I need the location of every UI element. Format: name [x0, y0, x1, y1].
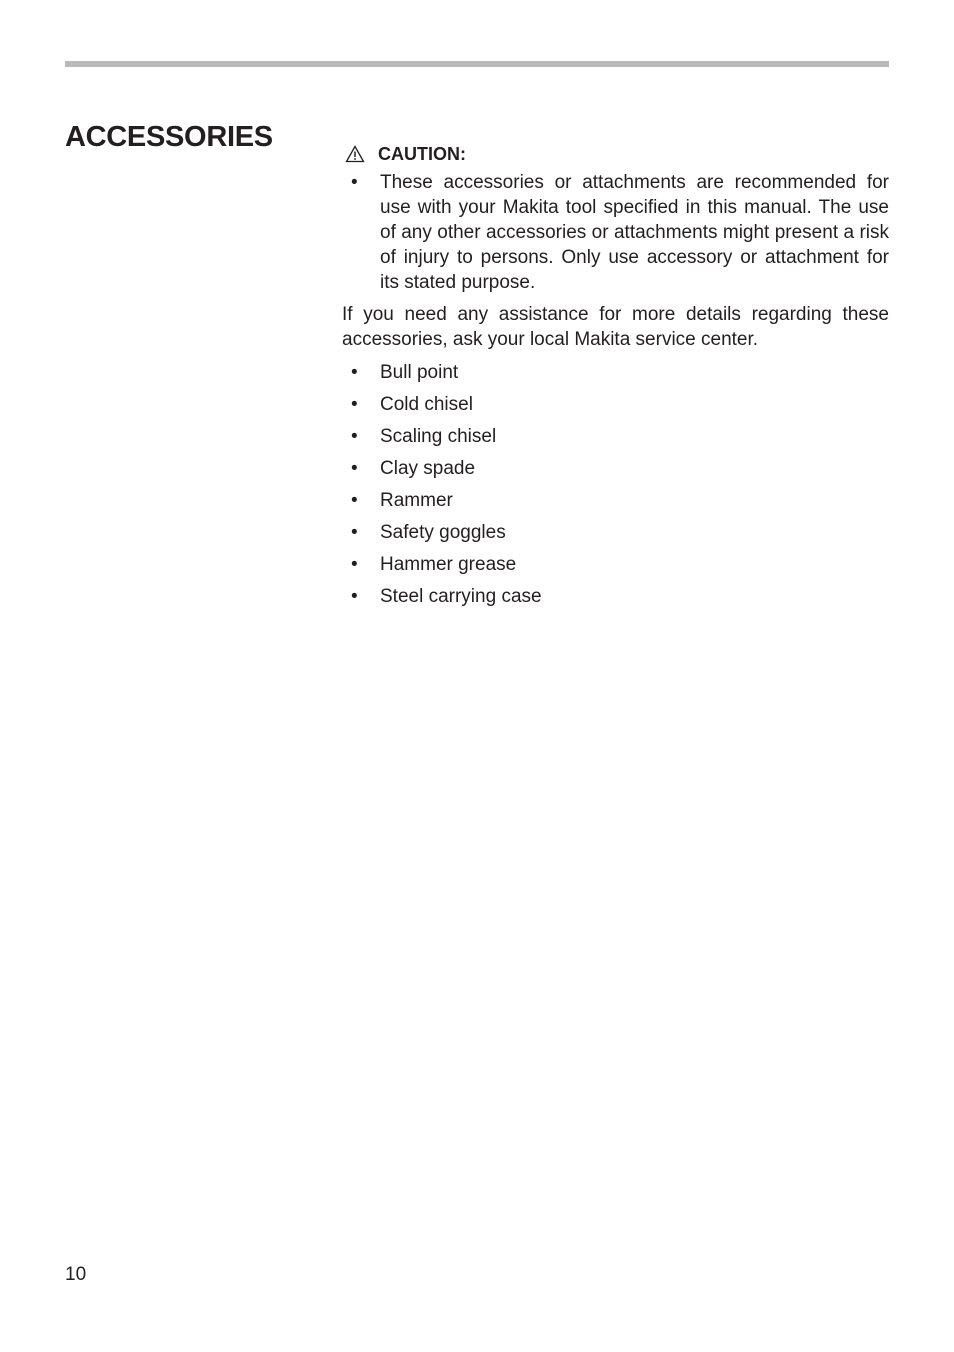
warning-triangle-icon: [345, 145, 365, 163]
accessory-label: Rammer: [380, 490, 453, 511]
accessory-label: Scaling chisel: [380, 426, 497, 447]
accessory-label: Hammer grease: [380, 554, 517, 575]
bullet: •: [351, 586, 358, 607]
bullet: •: [351, 394, 358, 415]
caution-item-text: These accessories or attachments are recommended for use with your Makita tool specified in this manual. The use of any other accessories or attachments might present a risk of injury to persons. Only use accessory or attachment for its stated purpose.: [380, 172, 889, 293]
accessory-label: Cold chisel: [380, 394, 473, 415]
caution-label: CAUTION:: [378, 143, 466, 164]
accessory-item: [342, 549, 889, 581]
section-title: ACCESSORIES: [65, 121, 273, 153]
accessory-item: [342, 485, 889, 517]
accessory-label: Steel carrying case: [380, 586, 542, 607]
page-number: 10: [65, 1264, 87, 1285]
accessory-item: [342, 453, 889, 485]
caution-item: [342, 170, 889, 295]
bullet: •: [351, 426, 358, 447]
accessory-item: [342, 389, 889, 421]
accessory-item: [342, 421, 889, 453]
accessory-item: [342, 357, 889, 389]
bullet: •: [351, 172, 358, 193]
accessory-label: Bull point: [380, 362, 459, 383]
accessory-list: [342, 357, 889, 613]
accessory-label: Clay spade: [380, 458, 476, 479]
accessory-item: [342, 517, 889, 549]
caution-list: [342, 170, 889, 295]
header-rule: [65, 61, 889, 67]
bullet: •: [351, 362, 358, 383]
accessory-label: Safety goggles: [380, 522, 506, 543]
accessories-content: [342, 141, 889, 613]
caution-heading: [342, 141, 889, 167]
bullet: •: [351, 554, 358, 575]
bullet: •: [351, 490, 358, 511]
bullet: •: [351, 458, 358, 479]
bullet: •: [351, 522, 358, 543]
assistance-paragraph: If you need any assistance for more details regarding these accessories, ask your local Makita service center.: [342, 304, 889, 350]
accessory-item: [342, 581, 889, 613]
